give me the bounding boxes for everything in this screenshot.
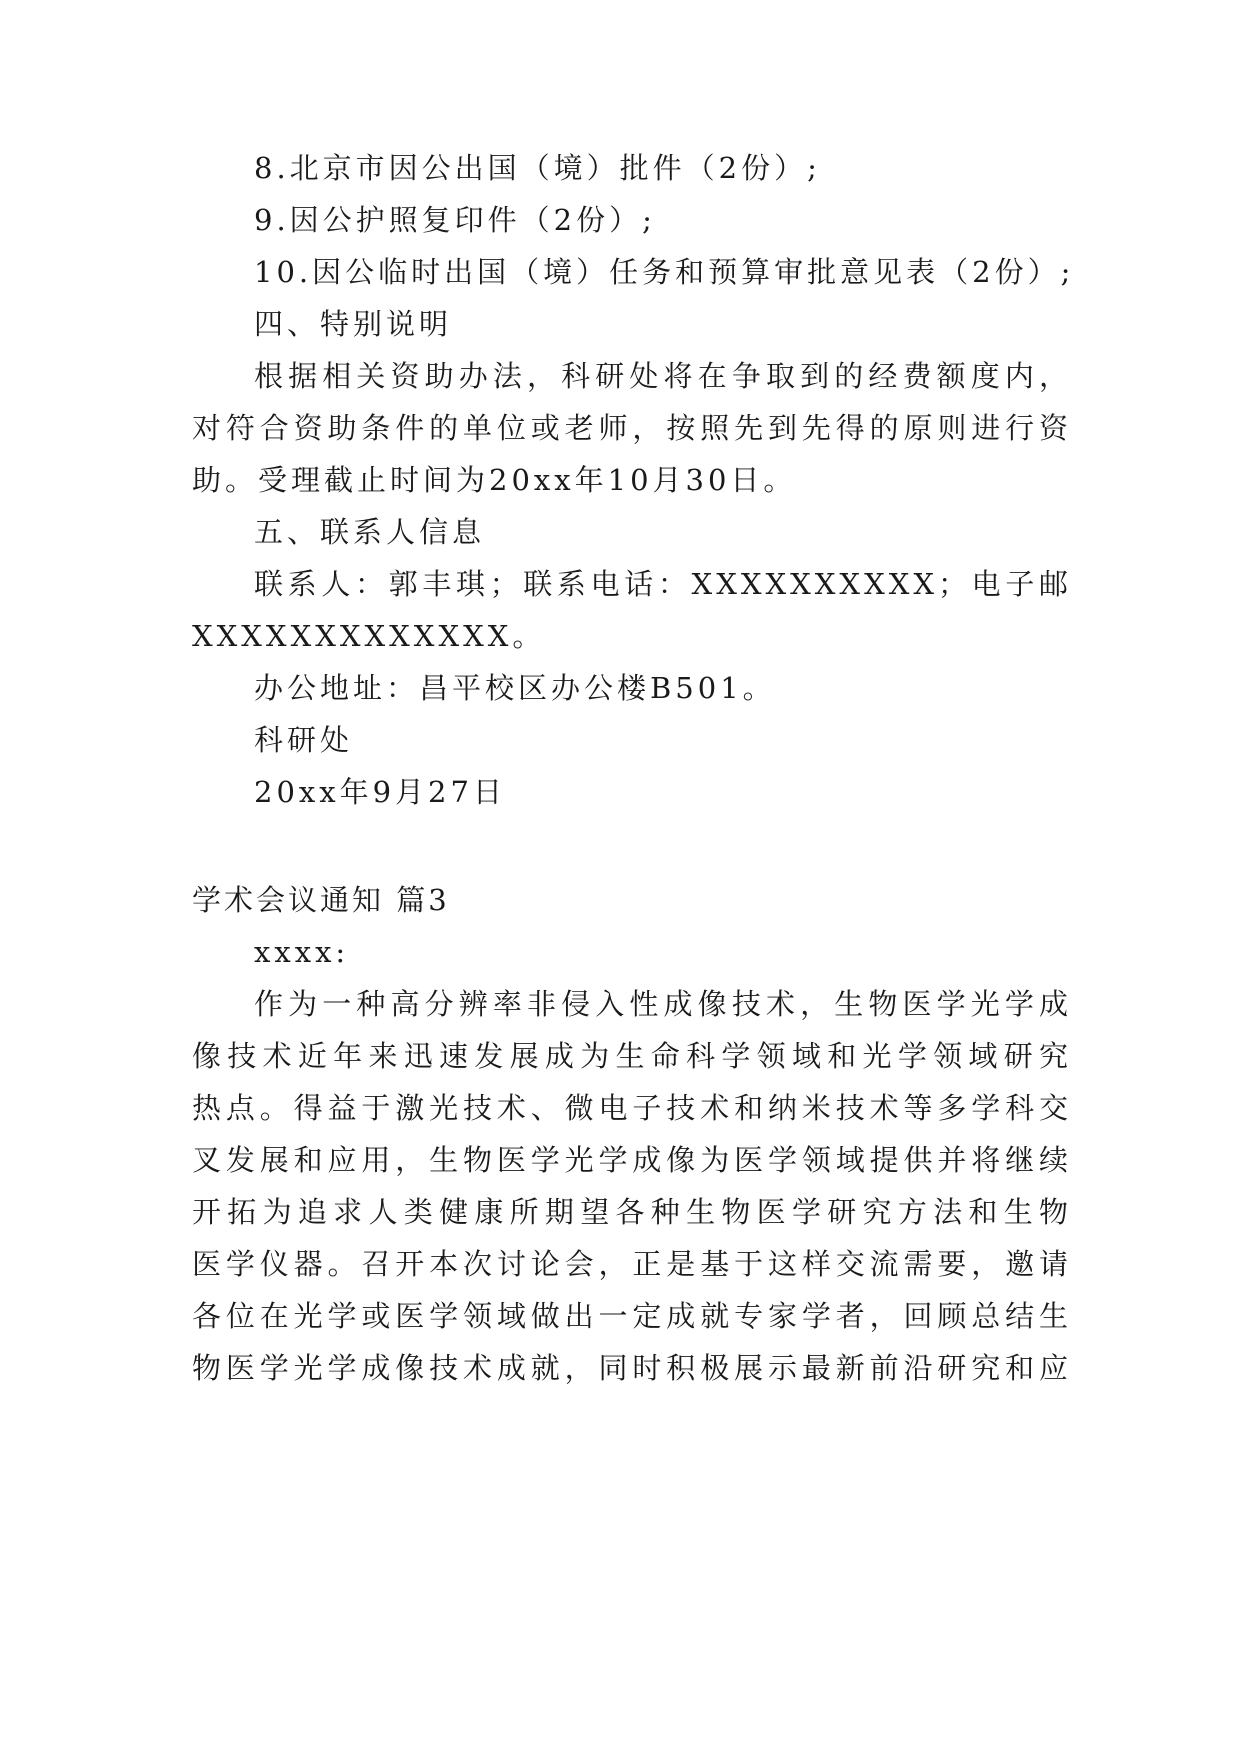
paragraph-line: 根据相关资助办法，科研处将在争取到的经费额度内， <box>254 359 1072 393</box>
paragraph-line: 助。受理截止时间为20xx年10月30日。 <box>192 463 797 497</box>
signature-department: 科研处 <box>254 723 354 757</box>
list-item-10: 10.因公临时出国（境）任务和预算审批意见表（2份）; <box>254 255 1075 289</box>
section-heading-special-notes: 四、特别说明 <box>254 307 453 341</box>
list-item-8: 8.北京市因公出国（境）批件（2份）; <box>254 151 821 185</box>
signature-date: 20xx年9月27日 <box>254 775 506 809</box>
section-heading-contact-info: 五、联系人信息 <box>254 515 486 549</box>
office-address: 办公地址：昌平校区办公楼B501。 <box>254 671 776 705</box>
article-title: 学术会议通知 篇3 <box>192 883 450 917</box>
paragraph-line: 各位在光学或医学领域做出一定成就专家学者，回顾总结生 <box>192 1299 1072 1333</box>
paragraph-line: 开拓为追求人类健康所期望各种生物医学研究方法和生物 <box>192 1195 1072 1229</box>
paragraph-line: 作为一种高分辨率非侵入性成像技术，生物医学光学成 <box>254 987 1072 1021</box>
salutation: xxxx: <box>254 935 350 969</box>
contact-email: XXXXXXXXXXXXX。 <box>192 619 546 653</box>
paragraph-line: 热点。得益于激光技术、微电子技术和纳米技术等多学科交 <box>192 1091 1072 1125</box>
list-item-9: 9.因公护照复印件（2份）; <box>254 203 656 237</box>
paragraph-line: 物医学光学成像技术成就，同时积极展示最新前沿研究和应 <box>192 1351 1072 1385</box>
paragraph-line: 对符合资助条件的单位或老师，按照先到先得的原则进行资 <box>192 411 1072 445</box>
paragraph-line: 叉发展和应用，生物医学光学成像为医学领域提供并将继续 <box>192 1143 1072 1177</box>
paragraph-line: 像技术近年来迅速发展成为生命科学领域和光学领域研究 <box>192 1039 1072 1073</box>
contact-line: 联系人：郭丰琪；联系电话：XXXXXXXXXX；电子邮 <box>254 567 1072 601</box>
paragraph-line: 医学仪器。召开本次讨论会，正是基于这样交流需要，邀请 <box>192 1247 1072 1281</box>
